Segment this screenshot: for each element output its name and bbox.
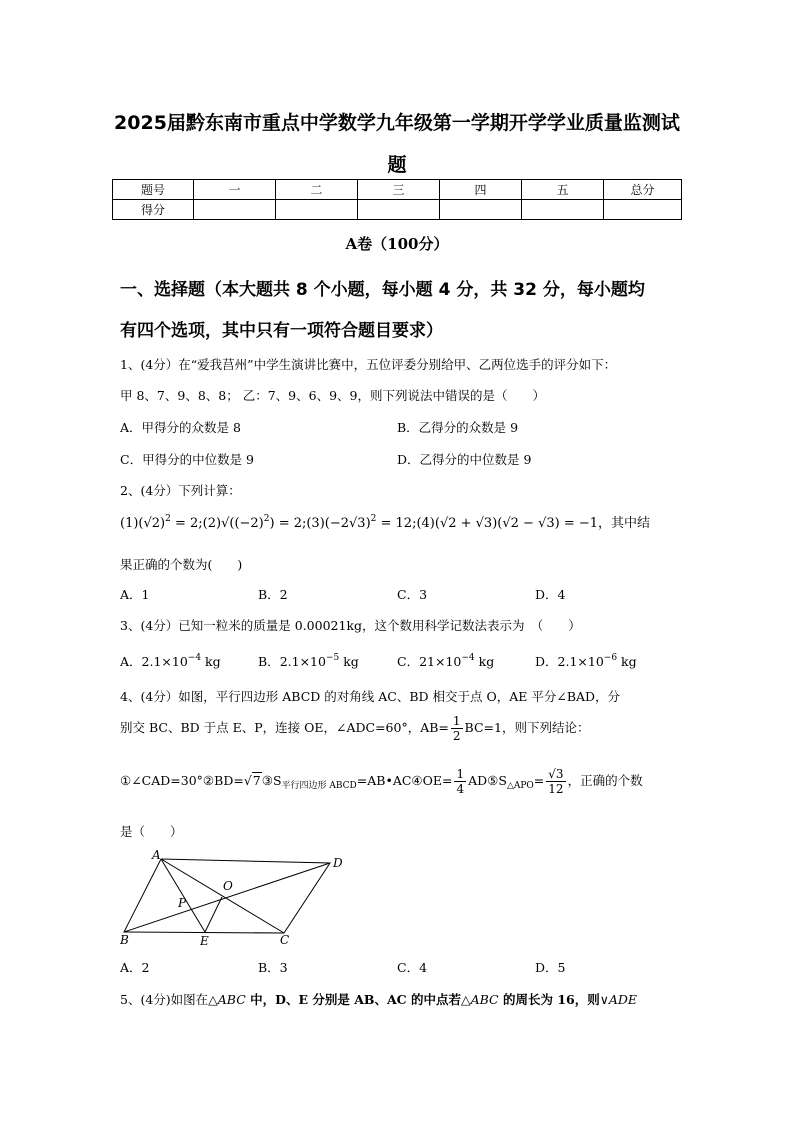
- label-e: E: [200, 934, 209, 946]
- q4-text: 别交 BC、BD 于点 E、P，连接 OE，∠ADC=60°，AB=: [120, 720, 449, 735]
- part1-heading: 一、选择题（本大题共 8 个小题，每小题 4 分，共 32 分，每小题均: [120, 280, 645, 300]
- sqrt-value: 7: [252, 773, 261, 788]
- q3-option-a[interactable]: [120, 652, 221, 670]
- triangle-abc: △ABC: [208, 992, 246, 1007]
- q1-stem-continued: 甲 8、7、9、8、8； 乙：7、9、6、9、9，则下列说法中错误的是（ ）: [120, 388, 545, 403]
- denominator: 12: [548, 782, 564, 796]
- q4-text: ，正确的个数: [567, 773, 643, 788]
- score-table-score-row: [113, 200, 682, 220]
- q4-stem: 4、(4分）如图，平行四边形 ABCD 的对角线 AC、BD 相交于点 O，AE 平分∠BAD，分: [120, 689, 621, 704]
- denominator: 4: [456, 782, 465, 796]
- q4-stem-continued: [120, 714, 589, 743]
- option-value: 21×10: [419, 654, 462, 669]
- q2-stem-tail: ，其中结: [598, 516, 651, 531]
- option-value: 2.1×10: [279, 654, 326, 669]
- q1-option-a[interactable]: A．甲得分的众数是 8: [120, 420, 241, 435]
- label-o: O: [223, 879, 233, 893]
- q3-option-d[interactable]: [535, 652, 637, 670]
- option-exponent: −4: [461, 653, 475, 663]
- numerator: 1: [452, 714, 461, 728]
- triangle-abc: △ABC: [460, 992, 499, 1007]
- option-value: 2.1×10: [557, 654, 604, 669]
- q2-option-d[interactable]: D．4: [535, 587, 566, 602]
- table-cell: 得分: [113, 200, 194, 220]
- table-cell: 五: [522, 180, 604, 200]
- q4-conclusions: $①\angle CAD=30^\circ ②BD=√7③S_{平行四边形 ABCD}=AB•AC④OE=$ $\frac{1}{4}$ $AD⑤S_{\triangle APO}=$ $\frac{√3}{12}$ ，正确的个数: [120, 767, 643, 796]
- table-cell: 总分: [604, 180, 682, 200]
- part1-heading-continued: 有四个选项，其中只有一项符合题目要求）: [120, 321, 443, 341]
- score-entry-cell[interactable]: [276, 200, 358, 220]
- q4-option-d[interactable]: D．5: [535, 960, 566, 975]
- q1-option-b[interactable]: B．乙得分的众数是 9: [397, 420, 519, 435]
- q2-expression: $(1)(√2)^2$ = $2;(2)√((-2)^2)$ = $2;(3)(-2√3)^2$ = 12;(4)(√2 + √3)(√2 − √3) = −1: [120, 514, 599, 531]
- diagonal-bd: [124, 863, 330, 932]
- parallelogram-figure: [114, 846, 354, 946]
- option-label: D．: [535, 654, 558, 669]
- score-entry-cell[interactable]: [194, 200, 276, 220]
- fraction: [546, 767, 565, 796]
- q5-text: 的周长为 16，则: [498, 992, 600, 1007]
- option-exponent: −6: [603, 653, 618, 663]
- fraction: [451, 714, 463, 743]
- option-label: A．: [120, 654, 142, 669]
- q4-stem-end: 是（ ）: [120, 824, 183, 839]
- option-unit: kg: [474, 654, 495, 669]
- score-entry-cell[interactable]: [604, 200, 682, 220]
- q4-text: BC=1，则下列结论：: [464, 720, 590, 735]
- q3-option-b[interactable]: [258, 652, 359, 670]
- q2-stem-continued: 果正确的个数为( ): [120, 557, 243, 572]
- fraction: [454, 767, 466, 796]
- numerator: 1: [456, 767, 465, 781]
- q3-stem: 3、(4分）已知一粒米的质量是 0.00021kg，这个数用科学记数法表示为 （ ）: [120, 618, 581, 633]
- section-a-heading: A卷（100分）: [345, 235, 449, 253]
- score-entry-cell[interactable]: [522, 200, 604, 220]
- q2-expression-line: [120, 512, 650, 531]
- q2-option-a[interactable]: A．1: [120, 587, 150, 602]
- option-exponent: −5: [325, 653, 340, 663]
- option-label: C．: [397, 654, 420, 669]
- q3-option-c[interactable]: [397, 652, 494, 670]
- triangle-ade: ∨ADE: [599, 992, 638, 1007]
- page-title: 2025届黔东南市重点中学数学九年级第一学期开学学业质量监测试: [114, 112, 680, 134]
- subscript: △APO: [506, 781, 534, 791]
- q5-text: 中，D、E 分别是 AB、AC 的中点若: [245, 992, 461, 1007]
- table-cell: 题号: [113, 180, 194, 200]
- denominator: 2: [452, 729, 461, 743]
- q4-option-b[interactable]: B．3: [258, 960, 288, 975]
- subscript: 平行四边形 ABCD: [281, 781, 357, 791]
- option-unit: kg: [201, 654, 221, 669]
- q4-option-a[interactable]: A．2: [120, 960, 150, 975]
- q2-option-b[interactable]: B．2: [258, 587, 288, 602]
- score-entry-cell[interactable]: [440, 200, 522, 220]
- label-p: P: [178, 896, 187, 910]
- label-d: D: [333, 856, 343, 870]
- q4-text: ③S: [261, 773, 282, 788]
- q5-stem: [120, 990, 637, 1008]
- q1-stem: 1、(4分）在“爱我莒州”中学生演讲比赛中，五位评委分别给甲、乙两位选手的评分如下：: [120, 357, 617, 372]
- table-cell: 二: [276, 180, 358, 200]
- score-table: [112, 179, 682, 220]
- option-unit: kg: [339, 654, 359, 669]
- q1-option-c[interactable]: C．甲得分的中位数是 9: [120, 452, 254, 467]
- table-cell: 四: [440, 180, 522, 200]
- score-table-header-row: [113, 180, 682, 200]
- q1-option-d[interactable]: D．乙得分的中位数是 9: [397, 452, 532, 467]
- q4-text: AD⑤S: [468, 773, 507, 788]
- label-c: C: [280, 933, 290, 946]
- q5-text: 5、(4分)如图在: [120, 992, 209, 1007]
- q4-text: =: [533, 773, 545, 788]
- label-a: A: [152, 848, 161, 862]
- score-entry-cell[interactable]: [358, 200, 440, 220]
- q2-stem: 2、(4分）下列计算：: [120, 483, 241, 498]
- q4-text: =AB•AC④OE=: [356, 773, 453, 788]
- q4-option-c[interactable]: C．4: [397, 960, 428, 975]
- q2-option-c[interactable]: C．3: [397, 587, 428, 602]
- numerator: √3: [548, 767, 564, 781]
- label-b: B: [120, 933, 129, 946]
- option-label: B．: [258, 654, 280, 669]
- page-title-continued: 题: [387, 154, 407, 176]
- q4-text: ①∠CAD=30°②BD=: [120, 773, 244, 788]
- table-cell: 三: [358, 180, 440, 200]
- option-unit: kg: [617, 654, 637, 669]
- option-exponent: −4: [187, 653, 202, 663]
- table-cell: 一: [194, 180, 276, 200]
- option-value: 2.1×10: [141, 654, 188, 669]
